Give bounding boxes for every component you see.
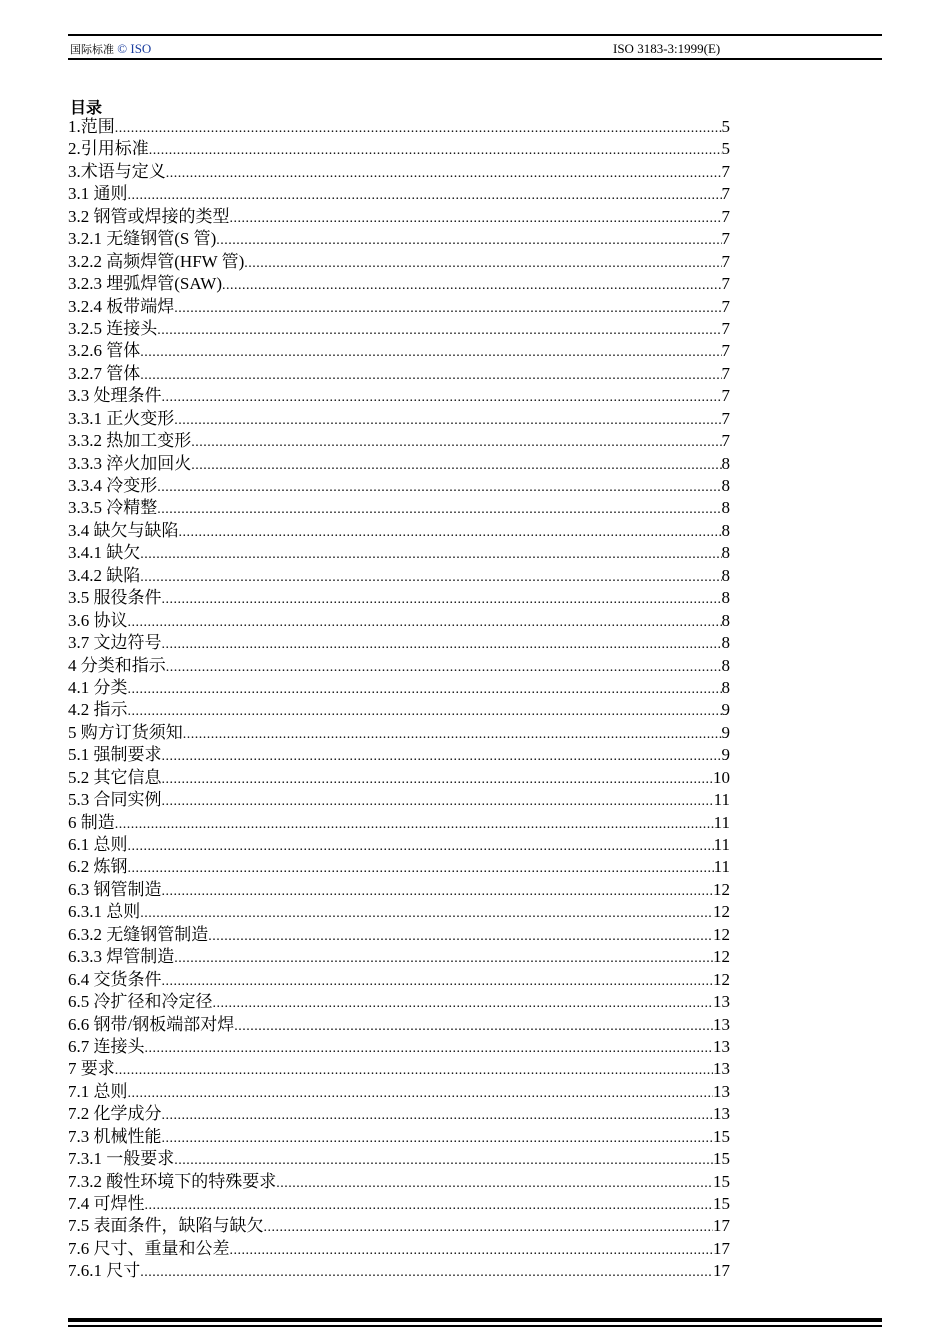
toc-entry[interactable] (68, 385, 730, 407)
toc-entry-label: 3.2.3 埋弧焊管(SAW) (68, 274, 222, 294)
toc-entry-label: 5.1 强制要求 (68, 745, 162, 765)
toc-entry[interactable] (68, 497, 730, 519)
toc-entry[interactable] (68, 340, 730, 362)
toc-entry[interactable] (68, 520, 730, 542)
toc-entry-label: 5.2 其它信息 (68, 767, 162, 787)
toc-dot-leader (216, 230, 721, 250)
toc-entry-label: 6 制造 (68, 812, 115, 832)
toc-entry[interactable] (68, 542, 730, 564)
toc-dot-leader (115, 1060, 713, 1080)
toc-entry[interactable] (68, 565, 730, 587)
toc-dot-leader (128, 679, 722, 699)
toc-entry-label: 3.2 钢管或焊接的类型 (68, 206, 230, 226)
toc-entry-page: 7 (721, 184, 730, 204)
toc-entry[interactable] (68, 610, 730, 632)
toc-entry-page: 8 (721, 633, 730, 653)
toc-entry-label: 5 购方订货须知 (68, 722, 183, 742)
toc-entry-label: 6.1 总则 (68, 835, 128, 854)
toc-entry-page: 7 (721, 363, 730, 383)
toc-entry-label: 3.6 协议 (68, 610, 128, 630)
toc-dot-leader (162, 1105, 714, 1125)
toc-entry[interactable] (68, 1193, 730, 1215)
toc-entry-page: 17 (713, 1216, 730, 1236)
toc-dot-leader (140, 342, 721, 362)
toc-dot-leader (140, 567, 721, 587)
toc-dot-leader (128, 858, 714, 878)
toc-dot-leader (157, 320, 721, 340)
header-left (70, 41, 151, 57)
toc-entry-page: 13 (713, 1059, 730, 1079)
toc-entry-page: 13 (713, 1036, 730, 1056)
toc-entry[interactable] (68, 161, 730, 183)
toc-dot-leader (174, 948, 713, 968)
toc-dot-leader (208, 926, 713, 946)
toc-dot-leader (174, 298, 721, 318)
toc-entry[interactable] (68, 138, 730, 160)
toc-dot-leader (115, 814, 714, 834)
toc-entry[interactable] (68, 1260, 730, 1282)
toc-entry-label: 7.3 机械性能 (68, 1126, 162, 1146)
toc-dot-leader (179, 522, 722, 542)
toc-entry-page: 13 (713, 1104, 730, 1124)
table-of-contents (68, 116, 730, 1283)
toc-entry-page: 11 (713, 835, 730, 854)
toc-entry-label: 3.3 处理条件 (68, 386, 162, 406)
toc-entry[interactable] (68, 363, 730, 385)
toc-dot-leader (191, 455, 721, 475)
toc-dot-leader (230, 208, 722, 228)
toc-entry-label: 4.1 分类 (68, 677, 128, 697)
toc-entry-label: 5.3 合同实例 (68, 790, 162, 810)
toc-dot-leader (128, 701, 722, 721)
toc-entry-page: 9 (721, 745, 730, 765)
toc-entry[interactable] (68, 699, 730, 721)
toc-entry-label: 4.2 指示 (68, 700, 128, 720)
toc-entry-page: 8 (721, 520, 730, 540)
toc-entry-label: 3.4 缺欠与缺陷 (68, 520, 179, 540)
toc-entry-label: 6.5 冷扩径和冷定径 (68, 992, 213, 1012)
toc-entry[interactable] (68, 879, 730, 901)
toc-entry-page: 7 (721, 296, 730, 316)
toc-entry-label: 3.3.1 正火变形 (68, 408, 175, 428)
toc-dot-leader (230, 1240, 714, 1260)
toc-entry-page: 17 (713, 1238, 730, 1258)
toc-entry[interactable] (68, 1126, 730, 1148)
toc-entry-label: 3.1 通则 (68, 184, 128, 204)
toc-entry[interactable] (68, 789, 730, 811)
toc-entry-page: 7 (721, 229, 730, 249)
toc-dot-leader (191, 432, 721, 452)
toc-entry-label: 1.范围 (68, 117, 115, 136)
toc-dot-leader (128, 185, 722, 205)
toc-dot-leader (140, 544, 721, 564)
toc-entry[interactable] (68, 430, 730, 452)
toc-entry-page: 17 (713, 1261, 730, 1281)
toc-entry[interactable] (68, 1103, 730, 1125)
toc-entry-label: 3.2.6 管体 (68, 341, 141, 361)
toc-entry-page: 8 (721, 543, 730, 563)
toc-dot-leader (166, 657, 722, 677)
standard-label: 国际标准 (70, 43, 114, 56)
toc-entry-page: 7 (721, 408, 730, 428)
toc-entry-page: 15 (713, 1194, 730, 1213)
toc-entry-page: 15 (713, 1149, 730, 1169)
toc-entry[interactable] (68, 1148, 730, 1170)
toc-dot-leader (166, 163, 722, 183)
toc-entry-page: 7 (721, 341, 730, 361)
toc-entry-label: 7.1 总则 (68, 1081, 128, 1101)
toc-entry[interactable] (68, 924, 730, 946)
toc-dot-leader (157, 477, 721, 497)
toc-entry-label: 6.2 炼钢 (68, 857, 128, 877)
toc-entry-label: 3.术语与定义 (68, 161, 166, 181)
toc-dot-leader (264, 1217, 714, 1237)
toc-dot-leader (128, 836, 714, 856)
toc-dot-leader (183, 724, 722, 744)
toc-dot-leader (244, 253, 721, 273)
copyright-iso: © ISO (117, 41, 152, 56)
footer-rule-thin (68, 1325, 882, 1327)
toc-entry[interactable] (68, 969, 730, 991)
toc-entry-page: 8 (721, 655, 730, 675)
toc-entry-page: 11 (713, 812, 730, 832)
toc-entry-page: 7 (721, 318, 730, 338)
toc-entry-page: 8 (721, 588, 730, 608)
toc-dot-leader (115, 118, 722, 138)
toc-entry[interactable] (68, 632, 730, 654)
toc-dot-leader (162, 387, 722, 407)
toc-entry-label: 6.7 连接头 (68, 1036, 145, 1056)
toc-dot-leader (162, 881, 714, 901)
toc-entry-label: 7.3.2 酸性环境下的特殊要求 (68, 1171, 277, 1191)
toc-entry[interactable] (68, 677, 730, 699)
toc-entry-page: 8 (721, 453, 730, 473)
toc-entry-page: 8 (721, 476, 730, 495)
toc-entry[interactable] (68, 856, 730, 878)
toc-dot-leader (174, 410, 721, 430)
toc-entry-page: 12 (713, 879, 730, 899)
toc-title: 目录 (70, 98, 103, 117)
toc-entry-label: 3.2.2 高频焊管(HFW 管) (68, 251, 245, 271)
toc-entry-page: 11 (713, 790, 730, 810)
toc-entry[interactable] (68, 183, 730, 205)
toc-entry-label: 3.3.5 冷精整 (68, 498, 158, 518)
toc-entry-page: 7 (721, 386, 730, 406)
toc-dot-leader (157, 499, 721, 519)
toc-entry-label: 6.4 交货条件 (68, 969, 162, 989)
toc-entry-page: 12 (713, 947, 730, 967)
toc-entry[interactable] (68, 991, 730, 1013)
toc-entry[interactable] (68, 722, 730, 744)
toc-entry-page: 13 (713, 1081, 730, 1101)
toc-entry[interactable] (68, 228, 730, 250)
toc-entry[interactable] (68, 408, 730, 430)
toc-entry-label: 6.3 钢管制造 (68, 879, 162, 899)
toc-entry-label: 6.3.2 无缝钢管制造 (68, 924, 209, 944)
toc-dot-leader (162, 971, 714, 991)
toc-entry[interactable] (68, 296, 730, 318)
toc-entry[interactable] (68, 1058, 730, 1080)
toc-entry[interactable] (68, 812, 730, 834)
toc-dot-leader (162, 746, 722, 766)
toc-entry[interactable] (68, 273, 730, 295)
toc-dot-leader (149, 140, 722, 160)
toc-entry-label: 3.3.2 热加工变形 (68, 431, 192, 451)
toc-entry-page: 13 (713, 1014, 730, 1034)
toc-dot-leader (162, 634, 722, 654)
toc-entry-page: 5 (721, 117, 730, 136)
toc-entry[interactable] (68, 206, 730, 228)
toc-entry-label: 6.3.3 焊管制造 (68, 947, 175, 967)
toc-entry-page: 15 (713, 1171, 730, 1191)
toc-entry-page: 11 (713, 857, 730, 877)
toc-entry-page: 7 (721, 206, 730, 226)
toc-entry-page: 13 (713, 992, 730, 1012)
toc-entry-label: 3.4.2 缺陷 (68, 565, 141, 585)
toc-entry-label: 7 要求 (68, 1059, 115, 1079)
toc-dot-leader (174, 1150, 713, 1170)
toc-entry-label: 3.2.1 无缝钢管(S 管) (68, 229, 217, 249)
toc-entry[interactable] (68, 767, 730, 789)
toc-entry[interactable] (68, 1081, 730, 1103)
toc-entry-page: 7 (721, 274, 730, 294)
toc-entry-label: 3.5 服役条件 (68, 588, 162, 608)
toc-entry[interactable] (68, 655, 730, 677)
toc-dot-leader (234, 1016, 713, 1036)
toc-entry-label: 7.3.1 一般要求 (68, 1149, 175, 1169)
toc-entry[interactable] (68, 946, 730, 968)
toc-entry-label: 6.6 钢带/钢板端部对焊 (68, 1014, 235, 1034)
toc-dot-leader (276, 1173, 713, 1193)
toc-entry[interactable] (68, 1171, 730, 1193)
toc-entry-label: 3.2.4 板带端焊 (68, 296, 175, 316)
toc-entry[interactable] (68, 116, 730, 138)
toc-entry-page: 9 (721, 722, 730, 742)
toc-entry-page: 7 (721, 161, 730, 181)
toc-entry-page: 7 (721, 431, 730, 451)
toc-entry[interactable] (68, 1014, 730, 1036)
toc-entry-label: 3.3.4 冷变形 (68, 476, 158, 495)
document-number: ISO 3183-3:1999(E) (613, 41, 721, 56)
toc-entry[interactable] (68, 834, 730, 856)
toc-dot-leader (162, 1128, 714, 1148)
toc-entry-label: 3.2.7 管体 (68, 363, 141, 383)
toc-dot-leader (128, 612, 722, 632)
toc-entry-page: 5 (721, 139, 730, 159)
toc-dot-leader (162, 791, 714, 811)
toc-dot-leader (162, 769, 714, 789)
toc-entry-page: 12 (713, 969, 730, 989)
toc-entry-page: 15 (713, 1126, 730, 1146)
toc-entry-label: 7.5 表面条件，缺陷与缺欠 (68, 1216, 264, 1236)
toc-dot-leader (128, 1083, 714, 1103)
page-header (68, 34, 882, 60)
toc-dot-leader (162, 589, 722, 609)
toc-entry-label: 7.4 可焊性 (68, 1194, 145, 1213)
toc-entry[interactable] (68, 475, 730, 497)
toc-dot-leader (145, 1195, 714, 1215)
toc-dot-leader (140, 1262, 713, 1282)
toc-entry-label: 7.2 化学成分 (68, 1104, 162, 1124)
toc-entry-label: 7.6.1 尺寸 (68, 1261, 141, 1281)
toc-entry[interactable] (68, 318, 730, 340)
toc-entry-label: 3.7 文边符号 (68, 633, 162, 653)
toc-entry-page: 8 (721, 677, 730, 697)
toc-entry[interactable] (68, 1036, 730, 1058)
toc-entry-label: 7.6 尺寸、重量和公差 (68, 1238, 230, 1258)
toc-entry-label: 2.引用标准 (68, 139, 149, 159)
toc-entry-label: 4 分类和指示 (68, 655, 166, 675)
toc-dot-leader (222, 275, 722, 295)
toc-entry[interactable] (68, 744, 730, 766)
toc-entry[interactable] (68, 901, 730, 923)
toc-entry-page: 12 (713, 924, 730, 944)
toc-entry-page: 10 (713, 767, 730, 787)
toc-entry[interactable] (68, 1215, 730, 1237)
toc-entry-label: 3.3.3 淬火加回火 (68, 453, 192, 473)
toc-entry-page: 8 (721, 498, 730, 518)
toc-entry-page: 12 (713, 902, 730, 922)
toc-dot-leader (213, 993, 714, 1013)
toc-entry-label: 6.3.1 总则 (68, 902, 141, 922)
toc-entry[interactable] (68, 251, 730, 273)
toc-dot-leader (140, 903, 713, 923)
toc-entry-page: 7 (721, 251, 730, 271)
toc-entry-page: 8 (721, 565, 730, 585)
toc-entry-label: 3.2.5 连接头 (68, 318, 158, 338)
toc-entry[interactable] (68, 453, 730, 475)
footer-rule-thick (68, 1318, 882, 1322)
toc-dot-leader (140, 365, 721, 385)
toc-entry-page: 8 (721, 610, 730, 630)
toc-entry-page: 9 (721, 700, 730, 720)
toc-entry-label: 3.4.1 缺欠 (68, 543, 141, 563)
toc-entry[interactable] (68, 1238, 730, 1260)
toc-entry[interactable] (68, 587, 730, 609)
toc-dot-leader (145, 1038, 714, 1058)
